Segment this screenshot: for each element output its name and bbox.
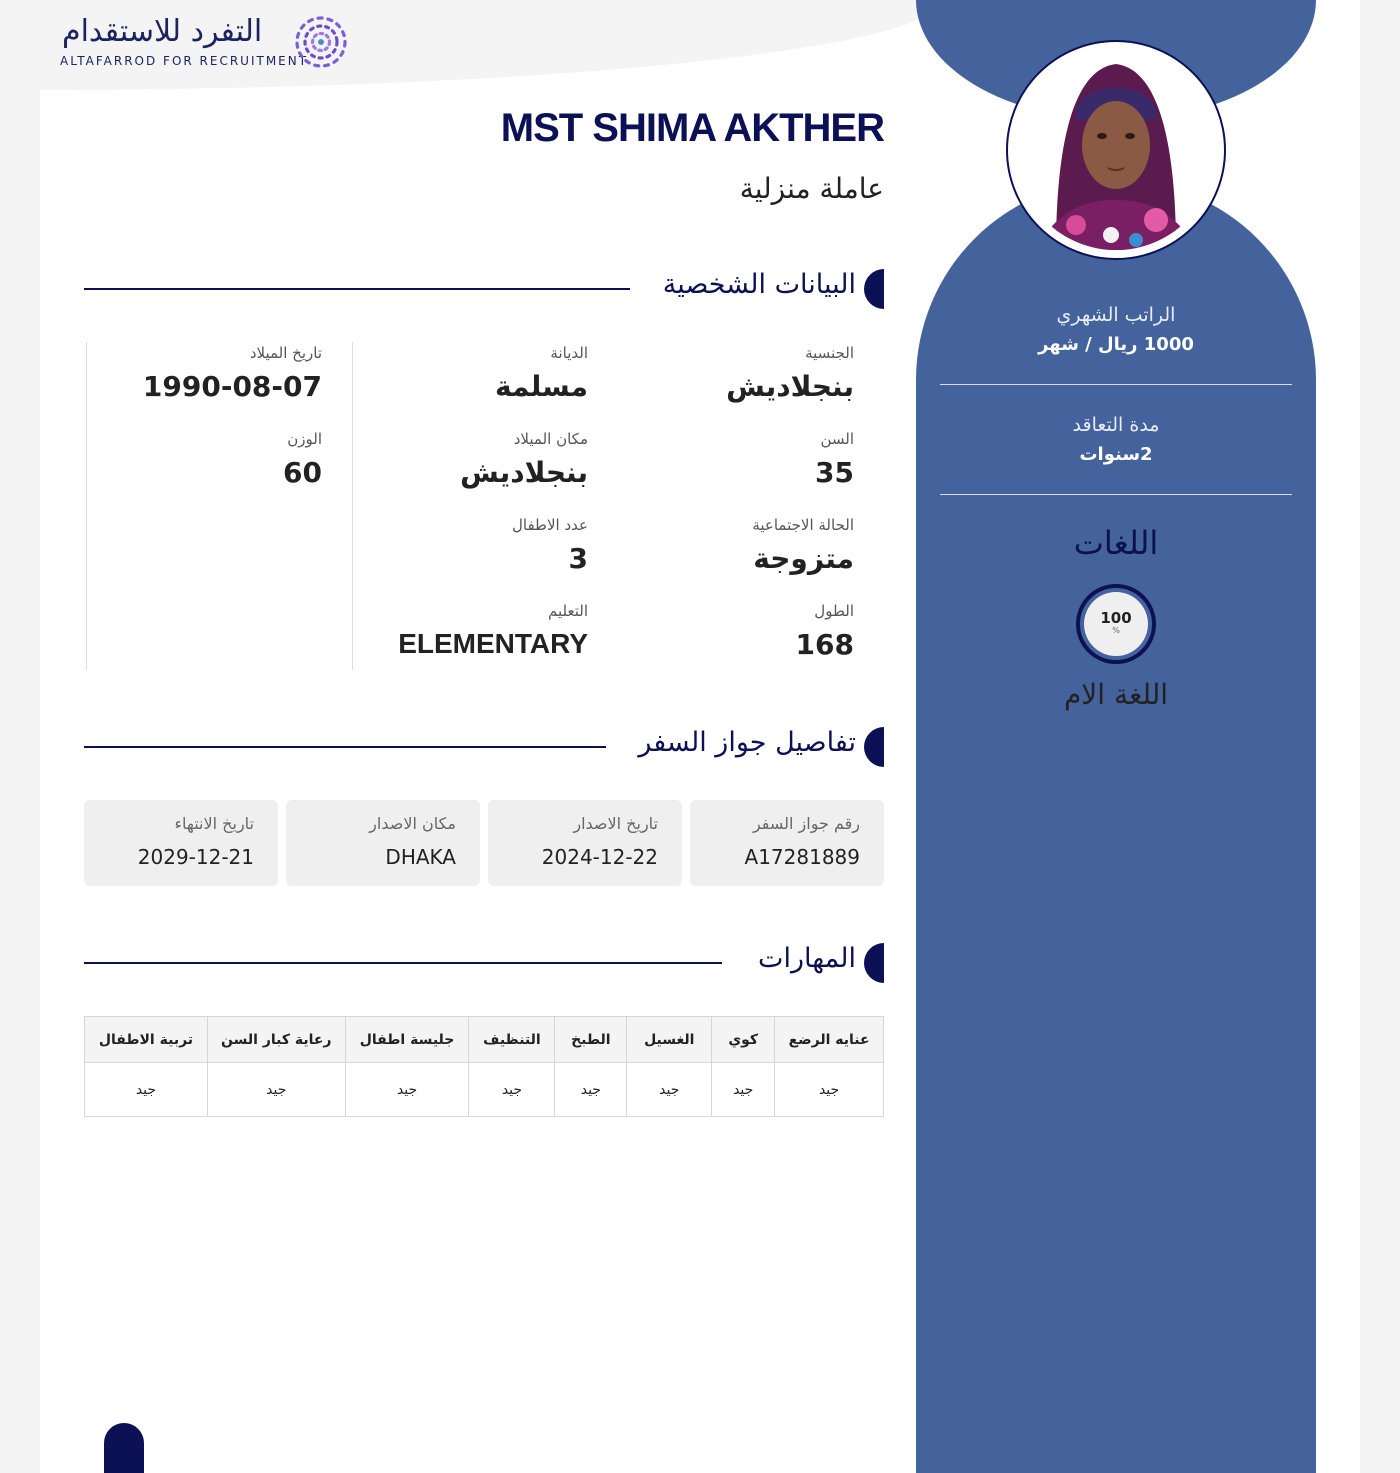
- section-title-skills: المهارات: [758, 943, 856, 974]
- salary-value: 1000 ريال / شهر: [1038, 334, 1194, 355]
- contract-label: مدة التعاقد: [1072, 414, 1160, 436]
- candidate-name: MST SHIMA AKTHER: [500, 106, 884, 150]
- skill-header: جليسة اطفال: [345, 1017, 469, 1063]
- logo-arabic-text: التفرد للاستقدام: [62, 14, 263, 49]
- profile-photo-frame: [1006, 40, 1226, 260]
- height-field: [796, 602, 854, 661]
- language-name: اللغة الام: [1063, 678, 1169, 711]
- dob-field: [143, 344, 322, 403]
- children-value: 3: [568, 542, 588, 575]
- sidebar-body: [916, 180, 1316, 1473]
- sidebar: [916, 0, 1316, 1473]
- nationality-label: الجنسية: [805, 344, 854, 362]
- person-portrait-icon: [1016, 50, 1216, 250]
- section-title-personal: البيانات الشخصية: [662, 269, 856, 300]
- passport-issue-date-card: [488, 800, 682, 886]
- skill-value: جيد: [775, 1063, 884, 1117]
- religion-label: الديانة: [550, 344, 588, 362]
- children-field: [512, 516, 588, 575]
- section-header-personal: [84, 269, 884, 309]
- religion-field: [495, 344, 588, 403]
- section-rule: [84, 962, 722, 964]
- weight-field: [283, 430, 322, 489]
- age-field: [815, 430, 854, 489]
- sidebar-divider: [940, 494, 1292, 495]
- section-rule: [84, 746, 606, 748]
- personal-column-2: [352, 342, 618, 670]
- skill-value: جيد: [627, 1063, 712, 1117]
- marital-label: الحالة الاجتماعية: [752, 516, 854, 534]
- skill-header: عنايه الرضع: [775, 1017, 884, 1063]
- sidebar-divider: [940, 384, 1292, 385]
- passport-expiry-value: 2029-12-21: [137, 845, 254, 869]
- education-value: ELEMENTARY: [398, 628, 588, 659]
- education-field: [398, 602, 588, 660]
- skill-header: تربية الاطفال: [85, 1017, 208, 1063]
- skill-value: جيد: [207, 1063, 345, 1117]
- birthplace-value: بنجلاديش: [460, 456, 588, 489]
- skill-value: جيد: [345, 1063, 469, 1117]
- language-progress-value: [1084, 592, 1148, 656]
- passport-expiry-label: تاريخ الانتهاء: [174, 814, 254, 833]
- children-label: عدد الاطفال: [512, 516, 588, 534]
- passport-cards: [84, 800, 884, 886]
- passport-number-label: رقم جواز السفر: [752, 814, 860, 833]
- passport-number-value: A17281889: [744, 845, 860, 869]
- age-value: 35: [815, 456, 854, 489]
- height-value: 168: [795, 628, 854, 661]
- section-tab-marker: [864, 727, 884, 767]
- personal-info-grid: [84, 342, 884, 670]
- dob-label: تاريخ الميلاد: [249, 344, 322, 362]
- passport-issue-place-label: مكان الاصدار: [369, 814, 456, 833]
- section-tab-marker: [864, 269, 884, 309]
- passport-issue-place-card: [286, 800, 480, 886]
- languages-title: اللغات: [1073, 524, 1159, 562]
- weight-label: الوزن: [287, 430, 322, 448]
- salary-label: الراتب الشهري: [1056, 304, 1176, 326]
- marital-value: متزوجة: [753, 542, 854, 575]
- weight-value: 60: [283, 456, 322, 489]
- skill-value: جيد: [712, 1063, 775, 1117]
- salary-block: [940, 304, 1292, 355]
- skill-value: جيد: [469, 1063, 555, 1117]
- section-header-passport: [84, 727, 884, 767]
- passport-issue-date-value: 2024-12-22: [541, 845, 658, 869]
- skill-header: الغسيل: [627, 1017, 712, 1063]
- birthplace-label: مكان الميلاد: [513, 430, 588, 448]
- footer-tab-marker: [104, 1423, 144, 1473]
- skill-header: كوي: [712, 1017, 775, 1063]
- section-title-passport: تفاصيل جواز السفر: [638, 727, 856, 758]
- cv-page: [40, 0, 1360, 1473]
- passport-number-card: [690, 800, 884, 886]
- personal-column-1: [618, 342, 884, 670]
- dob-value: 1990-08-07: [142, 370, 322, 403]
- religion-value: مسلمة: [494, 370, 588, 403]
- age-label: السن: [820, 430, 854, 448]
- language-progress-ring: [1076, 584, 1156, 664]
- section-rule: [84, 288, 630, 290]
- personal-column-3: [86, 342, 352, 670]
- education-label: التعليم: [548, 602, 588, 620]
- marital-field: [752, 516, 854, 575]
- logo-dots-icon: [293, 14, 349, 70]
- contract-value: 2سنوات: [1079, 444, 1153, 465]
- section-tab-marker: [864, 943, 884, 983]
- birthplace-field: [460, 430, 588, 489]
- passport-issue-date-label: تاريخ الاصدار: [573, 814, 658, 833]
- skill-header: التنظيف: [469, 1017, 555, 1063]
- nationality-value: بنجلاديش: [726, 370, 854, 403]
- skill-value: جيد: [555, 1063, 627, 1117]
- profile-photo: [1016, 50, 1216, 250]
- skills-header-row: [85, 1017, 884, 1063]
- section-header-skills: [84, 943, 884, 983]
- language-percent: 100: [1100, 609, 1132, 627]
- skills-value-row: [85, 1063, 884, 1117]
- nationality-field: [726, 344, 854, 403]
- skill-header: رعاية كبار السن: [207, 1017, 345, 1063]
- skill-header: الطبخ: [555, 1017, 627, 1063]
- height-label: الطول: [814, 602, 854, 620]
- skill-value: جيد: [85, 1063, 208, 1117]
- skills-table: [84, 1016, 884, 1117]
- candidate-role: عاملة منزلية: [739, 172, 884, 205]
- passport-issue-place-value: DHAKA: [385, 845, 456, 869]
- passport-expiry-card: [84, 800, 278, 886]
- company-logo: [60, 14, 360, 74]
- logo-english-text: ALTAFARROD FOR RECRUITMENT: [60, 54, 309, 68]
- language-percent-unit: %: [1112, 626, 1120, 635]
- contract-block: [940, 414, 1292, 465]
